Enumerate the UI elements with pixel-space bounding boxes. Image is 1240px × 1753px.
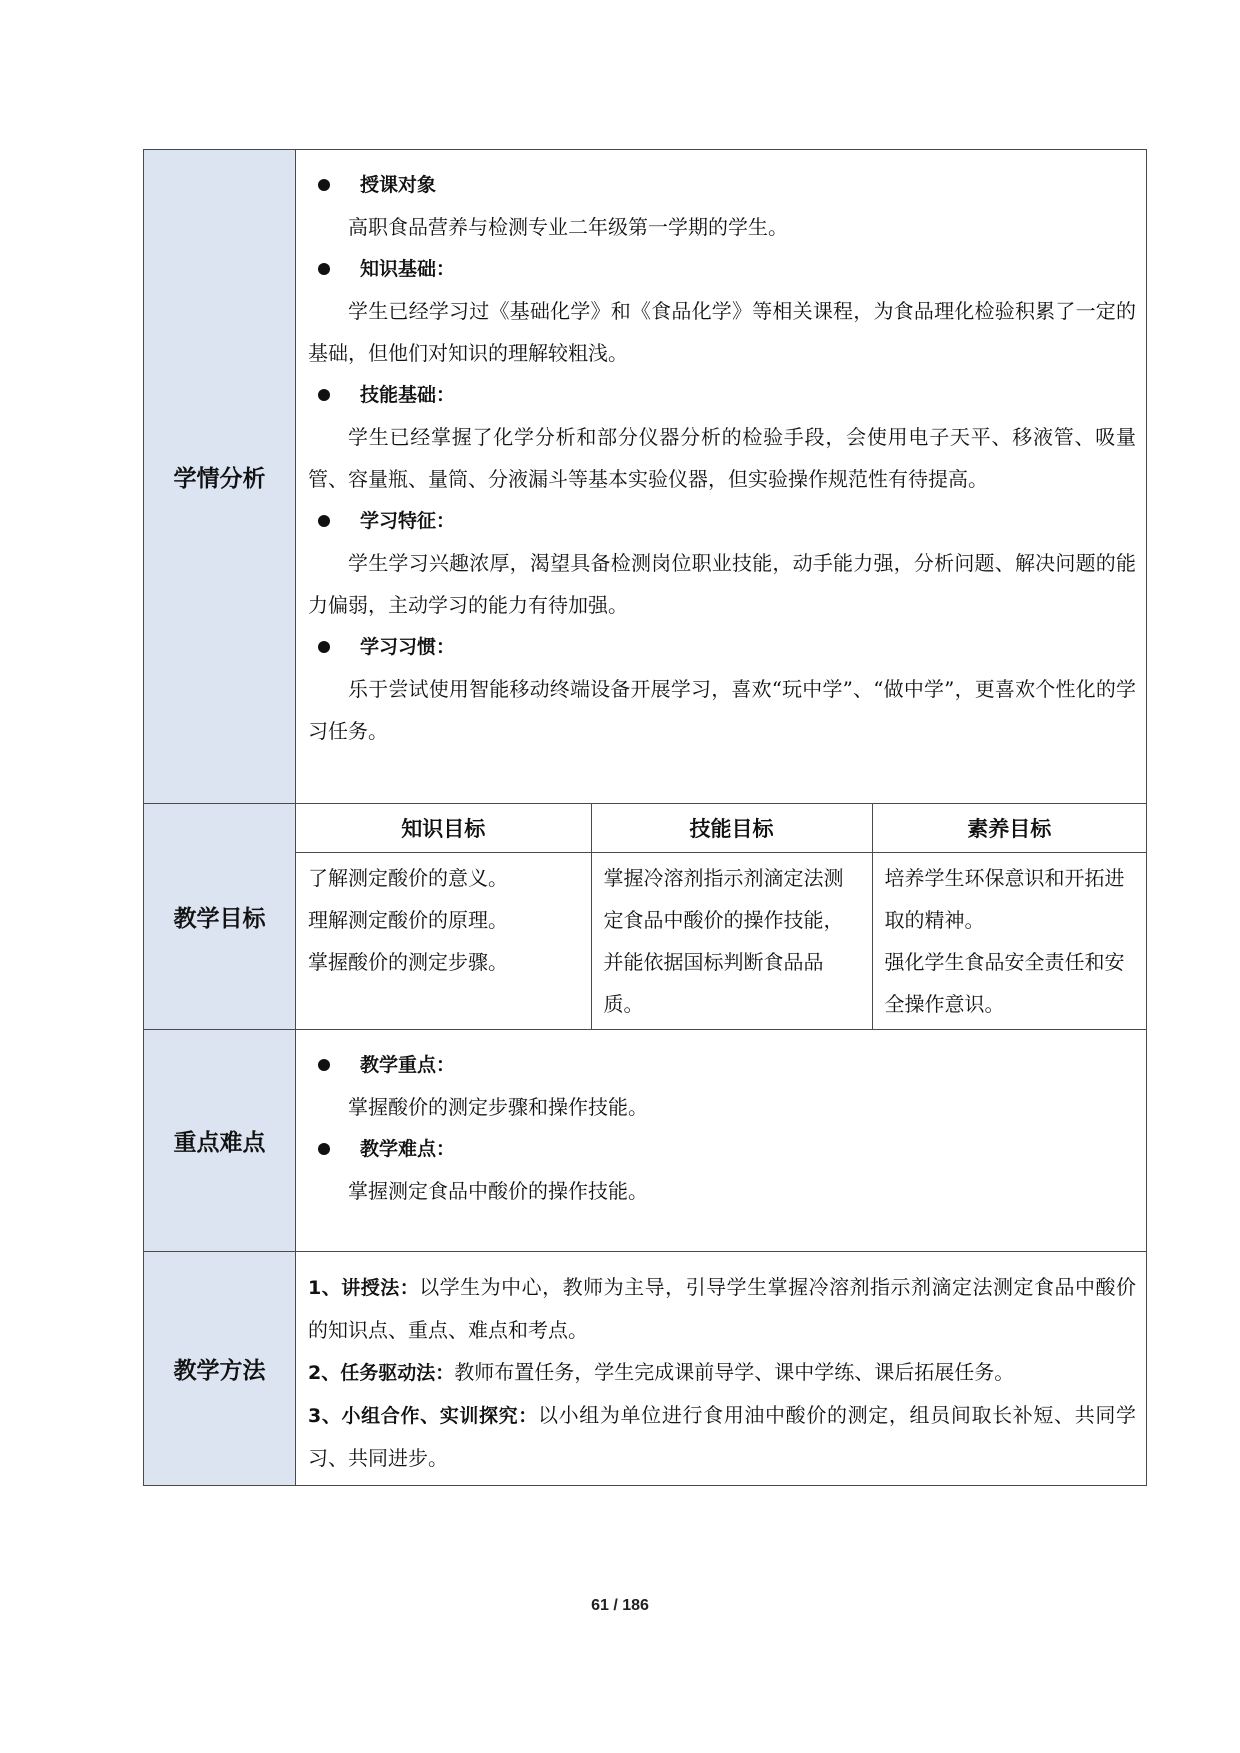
analysis-row	[144, 150, 1147, 804]
analysis-paragraph: 乐于尝试使用智能移动终端设备开展学习，喜欢“玩中学”、“做中学”，更喜欢个性化的学习任务。	[308, 677, 1136, 743]
key-point-heading: 教学难点：	[308, 1128, 1136, 1170]
methods-content	[296, 1252, 1147, 1486]
analysis-label: 学情分析	[144, 150, 296, 804]
analysis-heading: 知识基础：	[308, 248, 1136, 290]
objectives-content	[296, 804, 1147, 1030]
method-item	[308, 1266, 1136, 1351]
analysis-heading: 学习特征：	[308, 500, 1136, 542]
methods-row	[144, 1252, 1147, 1486]
objective-header: 知识目标	[296, 804, 591, 853]
method-item	[308, 1351, 1136, 1394]
method-text: 以小组为单位进行食用油中酸价的测定，组员间取长补短、共同学习、共同进步。	[308, 1403, 1136, 1470]
knowledge-objectives	[296, 853, 591, 1030]
page-number: 61 / 186	[591, 1597, 649, 1614]
method-text: 教师布置任务，学生完成课前导学、课中学练、课后拓展任务。	[454, 1360, 1015, 1384]
objective-line: 了解测定酸价的意义。	[308, 866, 508, 890]
bullet-icon	[318, 389, 330, 401]
key-point-heading: 教学重点：	[308, 1044, 1136, 1086]
lesson-plan-table	[143, 149, 1147, 1486]
method-title: 2、任务驱动法：	[308, 1362, 455, 1384]
objective-header: 素养目标	[872, 804, 1146, 853]
analysis-paragraph: 学生学习兴趣浓厚，渴望具备检测岗位职业技能，动手能力强，分析问题、解决问题的能力偏弱，主动学习的能力有待加强。	[308, 551, 1136, 617]
objectives-table	[296, 804, 1146, 1029]
key-points-content	[296, 1030, 1147, 1252]
objectives-label: 教学目标	[144, 804, 296, 1030]
method-title: 3、小组合作、实训探究：	[308, 1405, 538, 1427]
bullet-icon	[318, 515, 330, 527]
analysis-heading: 授课对象	[308, 164, 1136, 206]
bullet-icon	[318, 1143, 330, 1155]
key-point-paragraph: 掌握测定食品中酸价的操作技能。	[348, 1179, 648, 1203]
key-points-row	[144, 1030, 1147, 1252]
literacy-objectives	[872, 853, 1146, 1030]
bullet-icon	[318, 641, 330, 653]
methods-label: 教学方法	[144, 1252, 296, 1486]
skill-objectives	[591, 853, 872, 1030]
analysis-paragraph: 学生已经学习过《基础化学》和《食品化学》等相关课程，为食品理化检验积累了一定的基础，但他们对知识的理解较粗浅。	[308, 299, 1136, 365]
method-text: 以学生为中心，教师为主导，引导学生掌握冷溶剂指示剂滴定法测定食品中酸价的知识点、重点、难点和考点。	[308, 1275, 1136, 1342]
objective-line: 培养学生环保意识和开拓进取的精神。	[884, 866, 1125, 932]
objective-line: 掌握冷溶剂指示剂滴定法测定食品中酸价的操作技能，并能依据国标判断食品品质。	[603, 866, 844, 1016]
key-point-paragraph: 掌握酸价的测定步骤和操作技能。	[348, 1095, 648, 1119]
objective-line: 强化学生食品安全责任和安全操作意识。	[884, 950, 1125, 1016]
objective-header: 技能目标	[591, 804, 872, 853]
bullet-icon	[318, 263, 330, 275]
analysis-content	[296, 150, 1147, 804]
method-title: 1、讲授法：	[308, 1277, 420, 1299]
analysis-heading: 技能基础：	[308, 374, 1136, 416]
analysis-heading: 学习习惯：	[308, 626, 1136, 668]
analysis-paragraph: 高职食品营养与检测专业二年级第一学期的学生。	[348, 215, 788, 239]
bullet-icon	[318, 179, 330, 191]
objectives-row	[144, 804, 1147, 1030]
bullet-icon	[318, 1059, 330, 1071]
key-points-label: 重点难点	[144, 1030, 296, 1252]
objective-line: 理解测定酸价的原理。	[308, 908, 508, 932]
method-item	[308, 1394, 1136, 1479]
objective-line: 掌握酸价的测定步骤。	[308, 950, 508, 974]
analysis-paragraph: 学生已经掌握了化学分析和部分仪器分析的检验手段，会使用电子天平、移液管、吸量管、容量瓶、量筒、分液漏斗等基本实验仪器，但实验操作规范性有待提高。	[308, 425, 1136, 491]
